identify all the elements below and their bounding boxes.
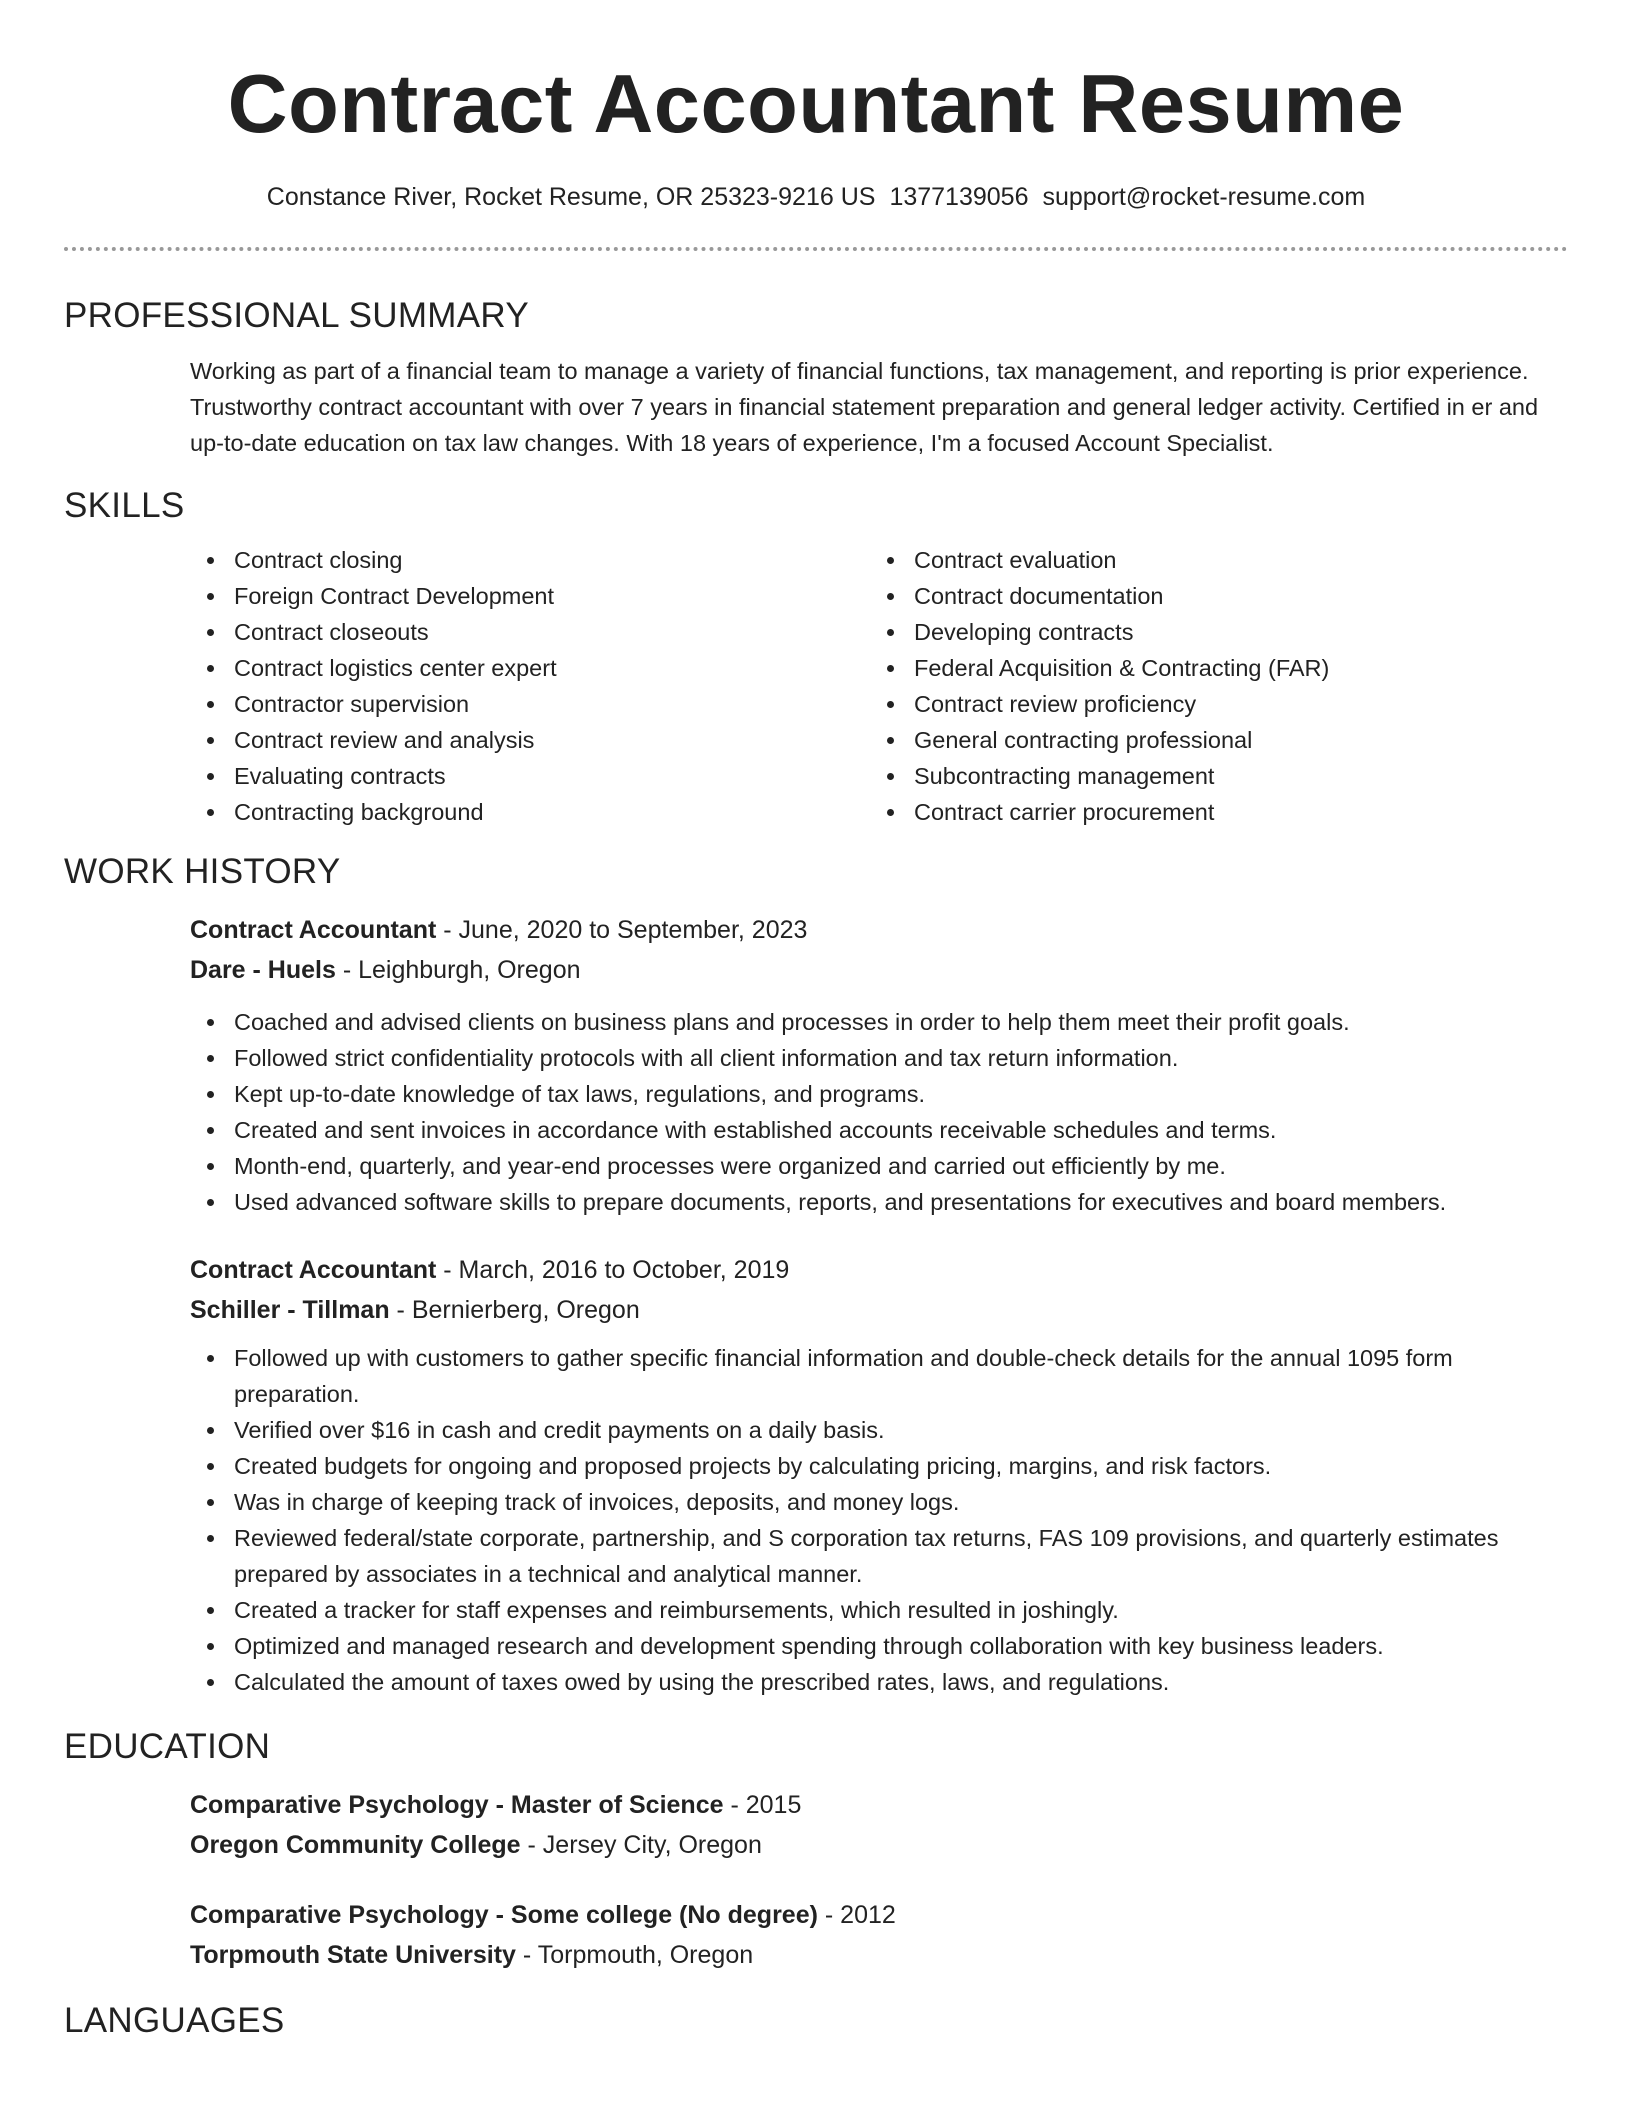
job-title: Contract Accountant (190, 1256, 437, 1284)
skill-item: Subcontracting management (870, 758, 1550, 794)
education-location: - Torpmouth, Oregon (515, 1941, 754, 1969)
education-location: - Jersey City, Oregon (520, 1831, 762, 1859)
education-entry (190, 1895, 1568, 1975)
job-bullet: Followed strict confidentiality protocols with all client information and tax return information. (190, 1040, 1568, 1076)
job-bullet: Calculated the amount of taxes owed by using the prescribed rates, laws, and regulations. (190, 1664, 1568, 1700)
education-school-line (190, 1825, 1568, 1865)
contact-address: Constance River, Rocket Resume, OR 25323-9216 US (266, 183, 876, 211)
contact-line (64, 181, 1568, 213)
skill-item: Federal Acquisition & Contracting (FAR) (870, 650, 1550, 686)
job-entry (190, 910, 1568, 990)
summary-text: Working as part of a financial team to manage a variety of financial functions, tax management, and reporting is prior experience. Trustworthy contract accountant with over 7 years in financial statement preparation and general ledger activity. Certified in er and up-to-date education on tax law changes. With 18 years of experience, I'm a focused Account Specialist. (190, 358, 1539, 456)
education-school: Oregon Community College (190, 1831, 521, 1859)
contact-email: support@rocket-resume.com (1042, 183, 1366, 211)
education-entry (190, 1785, 1568, 1865)
header-divider (64, 247, 1568, 251)
education-degree: Comparative Psychology - Some college (No degree) (190, 1901, 818, 1929)
education-year: - 2012 (817, 1901, 896, 1929)
job-location: - Leighburgh, Oregon (335, 956, 581, 984)
job-bullet: Kept up-to-date knowledge of tax laws, regulations, and programs. (190, 1076, 1568, 1112)
education-school: Torpmouth State University (190, 1941, 516, 1969)
work-history-heading: WORK HISTORY (64, 852, 341, 891)
skill-item: Contract review and analysis (190, 722, 870, 758)
job-entry (190, 1250, 1568, 1330)
skill-item: Contract logistics center expert (190, 650, 870, 686)
job-company-line (190, 950, 1568, 990)
job-bullet: Created budgets for ongoing and proposed projects by calculating pricing, margins, and risk factors. (190, 1448, 1568, 1484)
job-company-line (190, 1290, 1568, 1330)
job-dates: - June, 2020 to September, 2023 (436, 916, 808, 944)
skill-item: Contracting background (190, 794, 870, 830)
job-bullet: Created a tracker for staff expenses and reimbursements, which resulted in joshingly. (190, 1592, 1568, 1628)
contact-phone: 1377139056 (889, 183, 1029, 211)
skill-item: Contract documentation (870, 578, 1550, 614)
job-bullet: Created and sent invoices in accordance with established accounts receivable schedules and terms. (190, 1112, 1568, 1148)
job-bullet: Used advanced software skills to prepare documents, reports, and presentations for executives and board members. (190, 1184, 1568, 1220)
summary-heading: PROFESSIONAL SUMMARY (64, 296, 529, 335)
skills-column-left (190, 542, 870, 830)
page-title: Contract Accountant Resume (227, 57, 1405, 150)
skill-item: Evaluating contracts (190, 758, 870, 794)
job-bullet: Reviewed federal/state corporate, partnership, and S corporation tax returns, FAS 109 provisions, and quarterly estimates prepared by associates in a technical and analytical manner. (190, 1520, 1568, 1592)
skills-heading: SKILLS (64, 486, 185, 525)
summary-section (190, 353, 1568, 461)
skill-item: Developing contracts (870, 614, 1550, 650)
skill-item: Contract closing (190, 542, 870, 578)
job-title: Contract Accountant (190, 916, 437, 944)
job-bullet: Verified over $16 in cash and credit payments on a daily basis. (190, 1412, 1568, 1448)
skill-item: Contract closeouts (190, 614, 870, 650)
skill-item: Foreign Contract Development (190, 578, 870, 614)
job-location: - Bernierberg, Oregon (389, 1296, 640, 1324)
education-heading: EDUCATION (64, 1727, 271, 1766)
skill-item: Contract carrier procurement (870, 794, 1550, 830)
job-company: Schiller - Tillman (190, 1296, 390, 1324)
education-degree-line (190, 1785, 1568, 1825)
job-title-line (190, 910, 1568, 950)
education-school-line (190, 1935, 1568, 1975)
job-bullets (190, 1340, 1568, 1700)
job-bullet: Coached and advised clients on business plans and processes in order to help them meet their profit goals. (190, 1004, 1568, 1040)
skills-column-right (870, 542, 1550, 830)
job-company: Dare - Huels (190, 956, 336, 984)
job-bullet: Month-end, quarterly, and year-end processes were organized and carried out efficiently by me. (190, 1148, 1568, 1184)
resume-page (64, 0, 1568, 2112)
skill-item: General contracting professional (870, 722, 1550, 758)
job-bullets (190, 1004, 1568, 1220)
education-year: - 2015 (723, 1791, 802, 1819)
skill-item: Contractor supervision (190, 686, 870, 722)
skill-item: Contract review proficiency (870, 686, 1550, 722)
job-dates: - March, 2016 to October, 2019 (436, 1256, 790, 1284)
skills-grid (190, 542, 1568, 830)
skill-item: Contract evaluation (870, 542, 1550, 578)
job-title-line (190, 1250, 1568, 1290)
job-bullet: Followed up with customers to gather specific financial information and double-check details for the annual 1095 form preparation. (190, 1340, 1568, 1412)
job-bullet: Was in charge of keeping track of invoices, deposits, and money logs. (190, 1484, 1568, 1520)
job-bullet: Optimized and managed research and development spending through collaboration with key business leaders. (190, 1628, 1568, 1664)
education-degree: Comparative Psychology - Master of Science (190, 1791, 724, 1819)
education-degree-line (190, 1895, 1568, 1935)
languages-heading: LANGUAGES (64, 2001, 285, 2040)
